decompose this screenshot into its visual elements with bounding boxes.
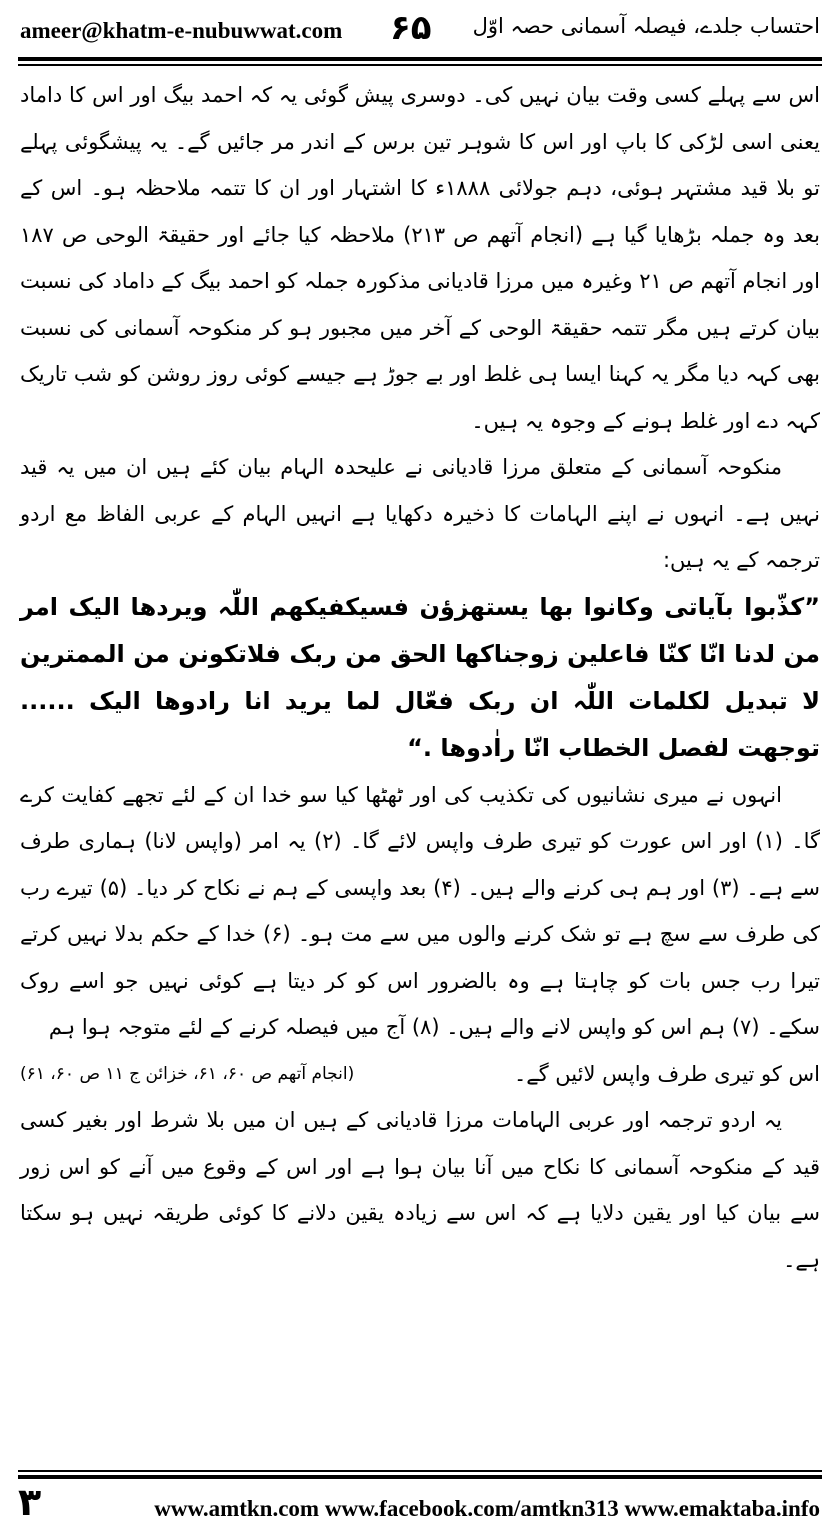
arabic-revelation-text: ”کذّبوا بآیاتی وکانوا بھا یستھزؤن فسیکفیکھم اللّٰہ ویردھا الیک امر من لدنا انّا کنّا فاعلین زوجناکھا الحق من ربک فلاتکونن من الممترین لا تبدیل لکلمات اللّٰہ ان ربک فعّال لما یرید انا رادوھا الیک ...... توجھت لفصل الخطاب انّا راٰدوھا .“ xyxy=(20,592,820,762)
page-number: ۶۵ xyxy=(390,8,432,48)
sheet-number: ۳ xyxy=(18,1480,42,1524)
footer-urls: www.amtkn.com www.facebook.com/amtkn313 www.emaktaba.info xyxy=(154,1496,820,1521)
paragraph-3: انہوں نے میری نشانیوں کی تکذیب کی اور ٹھٹھا کیا سو خدا ان کے لئے تجھے کفایت کرے گا۔ (۱) اور اس عورت کو تیری طرف واپس لائے گا۔ (۲) یہ امر (واپس لانا) ہماری طرف سے ہے۔ (۳) اور ہم ہی کرنے والے ہیں۔ (۴) بعد واپسی کے ہم نے نکاح کر دیا۔ (۵) تیرے رب کی طرف سے سچ ہے تو شک کرنے والوں میں سے مت ہو۔ (۶) خدا کے حکم بدلا نہیں کرتے تیرا رب جس بات کو چاہتا ہے وہ بالضرور اس کو کر دیتا ہے کوئی نہیں جو اسے روک سکے۔ (۷) ہم اس کو واپس لانے والے ہیں۔ (۸) آج میں فیصلہ کرنے کے لئے متوجہ ہوا ہم xyxy=(20,782,821,1039)
page-header xyxy=(0,0,840,62)
reference-line xyxy=(20,1051,820,1098)
page-body xyxy=(20,72,820,1452)
footer-rule-thick xyxy=(18,1475,822,1479)
paragraph-2: منکوحہ آسمانی کے متعلق مرزا قادیانی نے علیحدہ الہام بیان کئے ہیں ان میں یہ قید نہیں ہے۔ انہوں نے اپنے الہامات کا ذخیرہ دکھایا ہے انہیں الہام کے عربی الفاظ مع اردو ترجمہ کے یہ ہیں: xyxy=(20,455,820,572)
paragraph-3-end: اس کو تیری طرف واپس لائیں گے۔ xyxy=(514,1061,820,1086)
book-title: احتساب جلدے، فیصلہ آسمانی حصہ اوّل xyxy=(472,14,820,38)
header-email: ameer@khatm-e-nubuwwat.com xyxy=(20,18,343,43)
footer-rule-thin xyxy=(18,1470,822,1472)
citation-reference: (انجام آتھم ص ۶۰، ۶۱، خزائن ج ۱۱ ص ۶۰، ۶۱) xyxy=(20,1063,355,1084)
paragraph-4: یہ اردو ترجمہ اور عربی الہامات مرزا قادیانی کے ہیں ان میں بلا شرط اور بغیر کسی قید کے منکوحہ آسمانی کا نکاح میں آنا بیان ہوا ہے اور اس کے وقوع میں آنے کو اس زور سے بیان کیا اور یقین دلایا ہے کہ اس سے زیادہ یقین دلانے کا کوئی طریقہ نہیں ہو سکتا ہے۔ xyxy=(20,1108,820,1272)
paragraph-1: اس سے پہلے کسی وقت بیان نہیں کی۔ دوسری پیش گوئی یہ کہ احمد بیگ اور اس کا داماد یعنی اسی لڑکی کا باپ اور اس کا شوہر تین برس کے اندر مر جائیں گے۔ یہ پیشگوئی پہلے تو بلا قید مشتہر ہوئی، دہم جولائی ۱۸۸۸ء کا اشتہار اور ان کا تتمہ ملاحظہ ہو۔ اس کے بعد وہ جملہ بڑھایا گیا ہے (انجام آتھم ص ۲۱۳) ملاحظہ کیا جائے اور حقیقۃ الوحی ص ۱۸۷ اور انجام آتھم ص ۲۱ وغیرہ میں مرزا قادیانی مذکورہ جملہ کو احمد بیگ کے داماد کی نسبت بیان کرتے ہیں مگر تتمہ حقیقۃ الوحی کے آخر میں مجبور ہو کر منکوحہ آسمانی کی نسبت بھی کہہ دیا مگر یہ کہنا ایسا ہی غلط اور بے جوڑ ہے جیسے کوئی روز روشن کو شب تاریک کہہ دے اور غلط ہونے کے وجوہ یہ ہیں۔ xyxy=(20,83,820,433)
page-footer xyxy=(0,1462,840,1540)
header-rule-thin xyxy=(18,64,822,66)
header-rule-thick xyxy=(18,57,822,61)
